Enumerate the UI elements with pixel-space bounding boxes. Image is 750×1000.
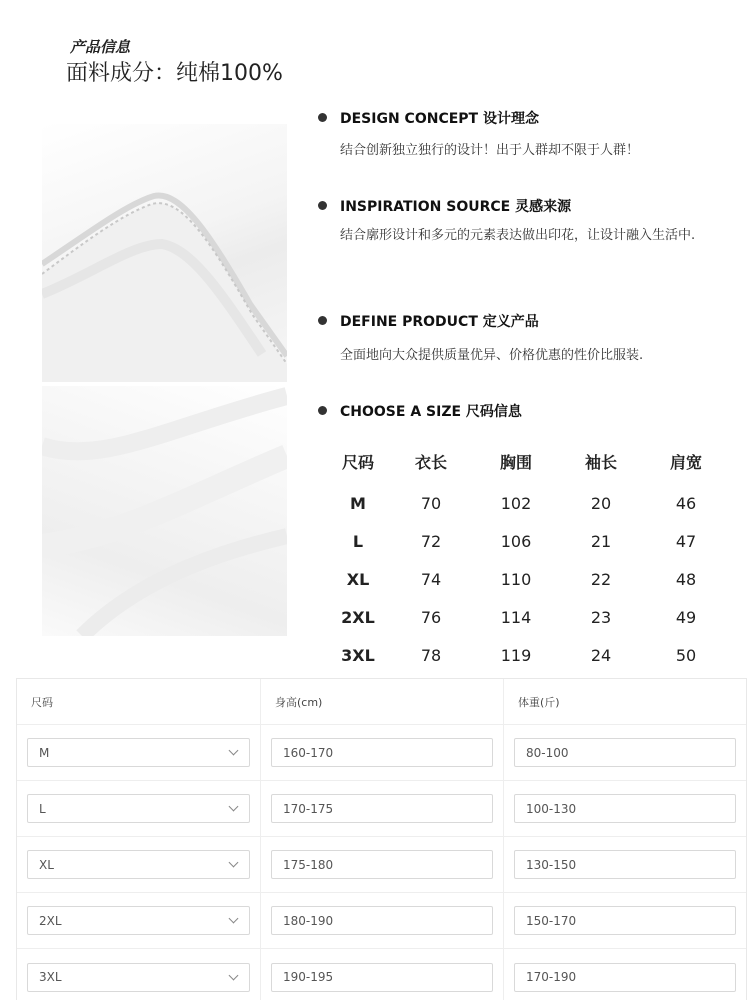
weight-input[interactable] [514, 738, 736, 767]
size-chart-row [340, 484, 730, 522]
sleeve-cell: 24 [590, 645, 612, 665]
chest-cell: 106 [500, 531, 532, 551]
recommendation-row [17, 781, 746, 837]
shoulder-cell: 46 [675, 493, 697, 513]
height-input-value: 160-170 [283, 745, 334, 760]
header-height: 身高(cm) [261, 679, 504, 724]
shoulder-cell: 49 [675, 607, 697, 627]
size-header-size: 尺码 [341, 452, 374, 472]
fabric-photo-texture [42, 386, 287, 636]
recommendation-row [17, 949, 746, 1000]
recommendation-row [17, 725, 746, 781]
weight-input-value: 130-150 [526, 857, 577, 872]
length-cell: 74 [420, 569, 442, 589]
size-select-value: 2XL [39, 913, 62, 928]
inspiration-source-desc: 结合廓形设计和多元的元素表达做出印花，让设计融入生活中. [340, 228, 696, 243]
recommendation-row [17, 893, 746, 949]
height-input-value: 190-195 [283, 970, 334, 984]
design-concept-title: DESIGN CONCEPT 设计理念 [340, 111, 539, 127]
size-select[interactable] [27, 794, 250, 823]
weight-input[interactable] [514, 963, 736, 992]
size-header-chest: 胸围 [499, 452, 532, 472]
weight-input[interactable] [514, 850, 736, 879]
size-cell: 3XL [341, 645, 375, 665]
height-input-value: 170-175 [283, 801, 334, 816]
size-chart [340, 442, 730, 674]
size-select-value: XL [39, 857, 54, 872]
bullet-dot [318, 201, 327, 210]
header-size: 尺码 [17, 679, 261, 724]
recommendation-header [17, 679, 746, 725]
chest-cell: 114 [500, 607, 532, 627]
height-input[interactable] [271, 738, 493, 767]
height-input-value: 175-180 [283, 857, 334, 872]
weight-input-value: 100-130 [526, 801, 577, 816]
height-input[interactable] [271, 850, 493, 879]
material-composition: 面料成分：纯棉100% [66, 61, 283, 86]
chevron-down-icon [229, 746, 239, 756]
size-header-shoulder: 肩宽 [669, 452, 702, 472]
sleeve-cell: 21 [590, 531, 612, 551]
weight-input-value: 170-190 [526, 970, 577, 984]
size-chart-row [340, 598, 730, 636]
size-chart-row [340, 522, 730, 560]
recommendation-row [17, 837, 746, 893]
bullet-dot [318, 316, 327, 325]
size-select[interactable] [27, 963, 250, 992]
sleeve-cell: 20 [590, 493, 612, 513]
size-select-value: 3XL [39, 970, 62, 984]
length-cell: 72 [420, 531, 442, 551]
bullet-dot [318, 406, 327, 415]
sleeve-cell: 23 [590, 607, 612, 627]
chest-cell: 102 [500, 493, 532, 513]
chevron-down-icon [229, 914, 239, 924]
length-cell: 78 [420, 645, 442, 665]
weight-input-value: 80-100 [526, 745, 569, 760]
length-cell: 70 [420, 493, 442, 513]
chevron-down-icon [229, 858, 239, 868]
size-recommendation-table [16, 678, 747, 1000]
header-weight: 体重(斤) [518, 695, 560, 709]
size-header-length: 衣长 [414, 452, 447, 472]
size-chart-row [340, 636, 730, 674]
sleeve-cell: 22 [590, 569, 612, 589]
design-concept-desc: 结合创新独立独行的设计！出于人群却不限于人群！ [340, 143, 640, 158]
bullet-dot [318, 113, 327, 122]
size-chart-row [340, 560, 730, 598]
size-cell: M [350, 493, 366, 513]
chest-cell: 119 [500, 645, 532, 665]
weight-input[interactable] [514, 794, 736, 823]
height-input[interactable] [271, 906, 493, 935]
length-cell: 76 [420, 607, 442, 627]
chest-cell: 110 [500, 569, 532, 589]
size-select[interactable] [27, 738, 250, 767]
fabric-photo-collar [42, 124, 287, 382]
height-input[interactable] [271, 963, 493, 992]
chevron-down-icon [229, 802, 239, 812]
shoulder-cell: 50 [675, 645, 697, 665]
size-cell: XL [346, 569, 370, 589]
size-cell: L [352, 531, 364, 551]
size-select-value: L [39, 801, 46, 816]
height-input-value: 180-190 [283, 913, 334, 928]
size-select[interactable] [27, 906, 250, 935]
shoulder-cell: 47 [675, 531, 697, 551]
shoulder-cell: 48 [675, 569, 697, 589]
define-product-title: DEFINE PRODUCT 定义产品 [340, 314, 539, 330]
size-cell: 2XL [341, 607, 375, 627]
weight-input-value: 150-170 [526, 913, 577, 928]
weight-input[interactable] [514, 906, 736, 935]
size-select[interactable] [27, 850, 250, 879]
choose-size-title: CHOOSE A SIZE 尺码信息 [340, 404, 522, 420]
height-input[interactable] [271, 794, 493, 823]
product-info-label: 产品信息 [70, 38, 131, 56]
chevron-down-icon [229, 970, 239, 980]
size-select-value: M [39, 745, 50, 760]
size-chart-header [340, 442, 730, 480]
size-header-sleeve: 袖长 [584, 452, 617, 472]
inspiration-source-title: INSPIRATION SOURCE 灵感来源 [340, 199, 572, 215]
define-product-desc: 全面地向大众提供质量优异、价格优惠的性价比服装. [340, 348, 644, 363]
